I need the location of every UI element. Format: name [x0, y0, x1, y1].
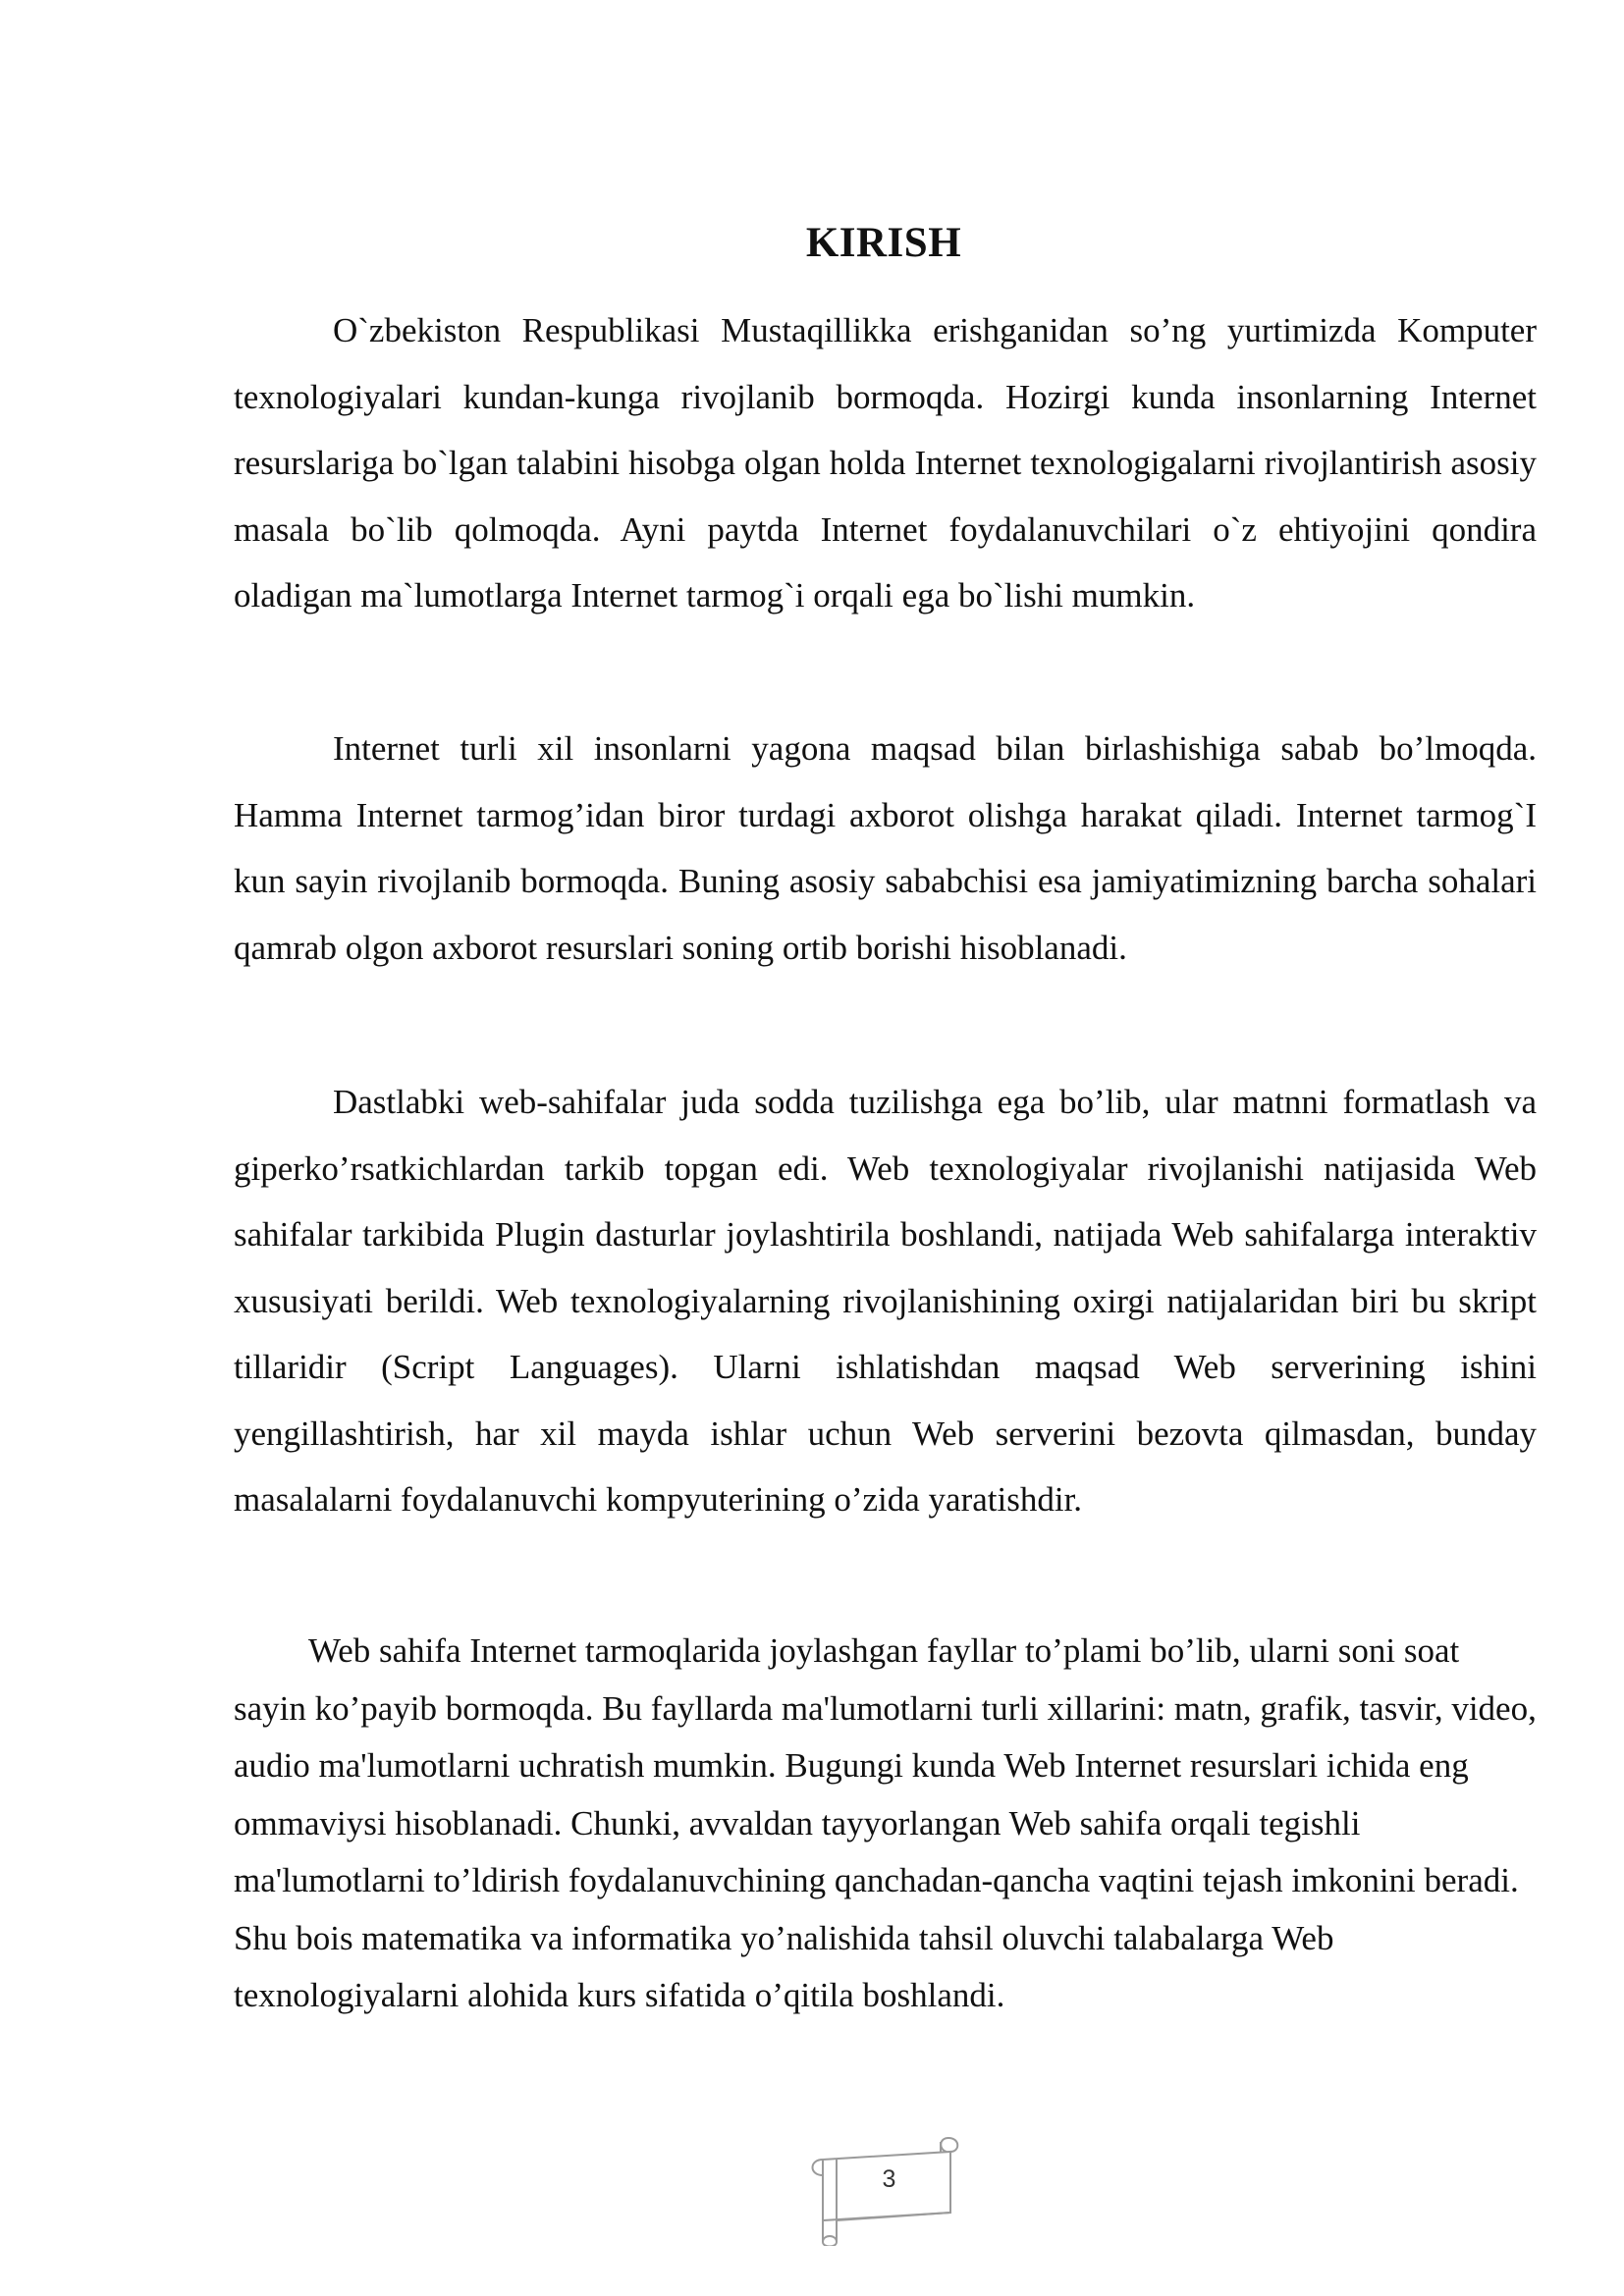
paragraph: Internet turli xil insonlarni yagona maqsad bilan birlashishiga sabab bo’lmoqda. Hamma Internet tarmog’idan biror turdagi axborot olishga harakat qiladi. Internet tarmog`I kun sayin rivojlanib bormoqda. Buning asosiy sababchisi esa jamiyatimizning barcha sohalari qamrab olgon axborot resurslari soning ortib borishi hisoblanadi. — [234, 729, 1537, 967]
page-title: KIRISH — [805, 220, 962, 266]
paragraph: Dastlabki web-sahifalar juda sodda tuzilishga ega bo’lib, ular matnni formatlash va giperko’rsatkichlardan tarkib topgan edi. Web texnologiyalar rivojlanishi natijasida Web sahifalar tarkibida Plugin dasturlar joylashtirila boshlandi, natijada Web sahifalarga interaktiv xususiyati berildi. Web texnologiyalarning rivojlanishining oxirgi natijalaridan biri bu skript tillaridir (Script Languages). Ularni ishlatishdan maqsad Web serverining ishini yengillashtirish, har xil mayda ishlar uchun Web serverini bezovta qilmasdan, bunday masalalarni foydalanuvchi kompyuterining o’zida yaratishdir. — [234, 1083, 1537, 1519]
paragraph: Web sahifa Internet tarmoqlarida joylashgan fayllar to’plami bo’lib, ularni soni soat sayin ko’payib bormoqda. Bu fayllarda ma'lumotlarni turli xillarini: matn, grafik, tasvir, video, audio ma'lumotlarni uchratish mumkin. Bugungi kunda Web Internet resurslari ichida eng ommaviysi hisoblanadi. Chunki, avvaldan tayyorlangan Web sahifa orqali tegishli ma'lumotlarni to’ldirish foydalanuvchining qanchadan-qancha vaqtini tejash imkonini beradi. Shu bois matematika va informatika yo’nalishida tahsil oluvchi talabalarga Web texnologiyalarni alohida kurs sifatida o’qitila boshlandi. — [234, 1631, 1537, 2014]
paragraph: O`zbekiston Respublikasi Mustaqillikka erishganidan so’ng yurtimizda Komputer texnologiyalari kundan-kunga rivojlanib bormoqda. Hozirgi kunda insonlarning Internet resurslariga bo`lgan talabini hisobga olgan holda Internet texnologigalarni rivojlantirish asosiy masala bo`lib qolmoqda. Ayni paytda Internet foydalanuvchilari o`z ehtiyojini qondira oladigan ma`lumotlarga Internet tarmog`i orqali ega bo`lishi mumkin. — [234, 311, 1537, 614]
page-number: 3 — [882, 2165, 896, 2193]
